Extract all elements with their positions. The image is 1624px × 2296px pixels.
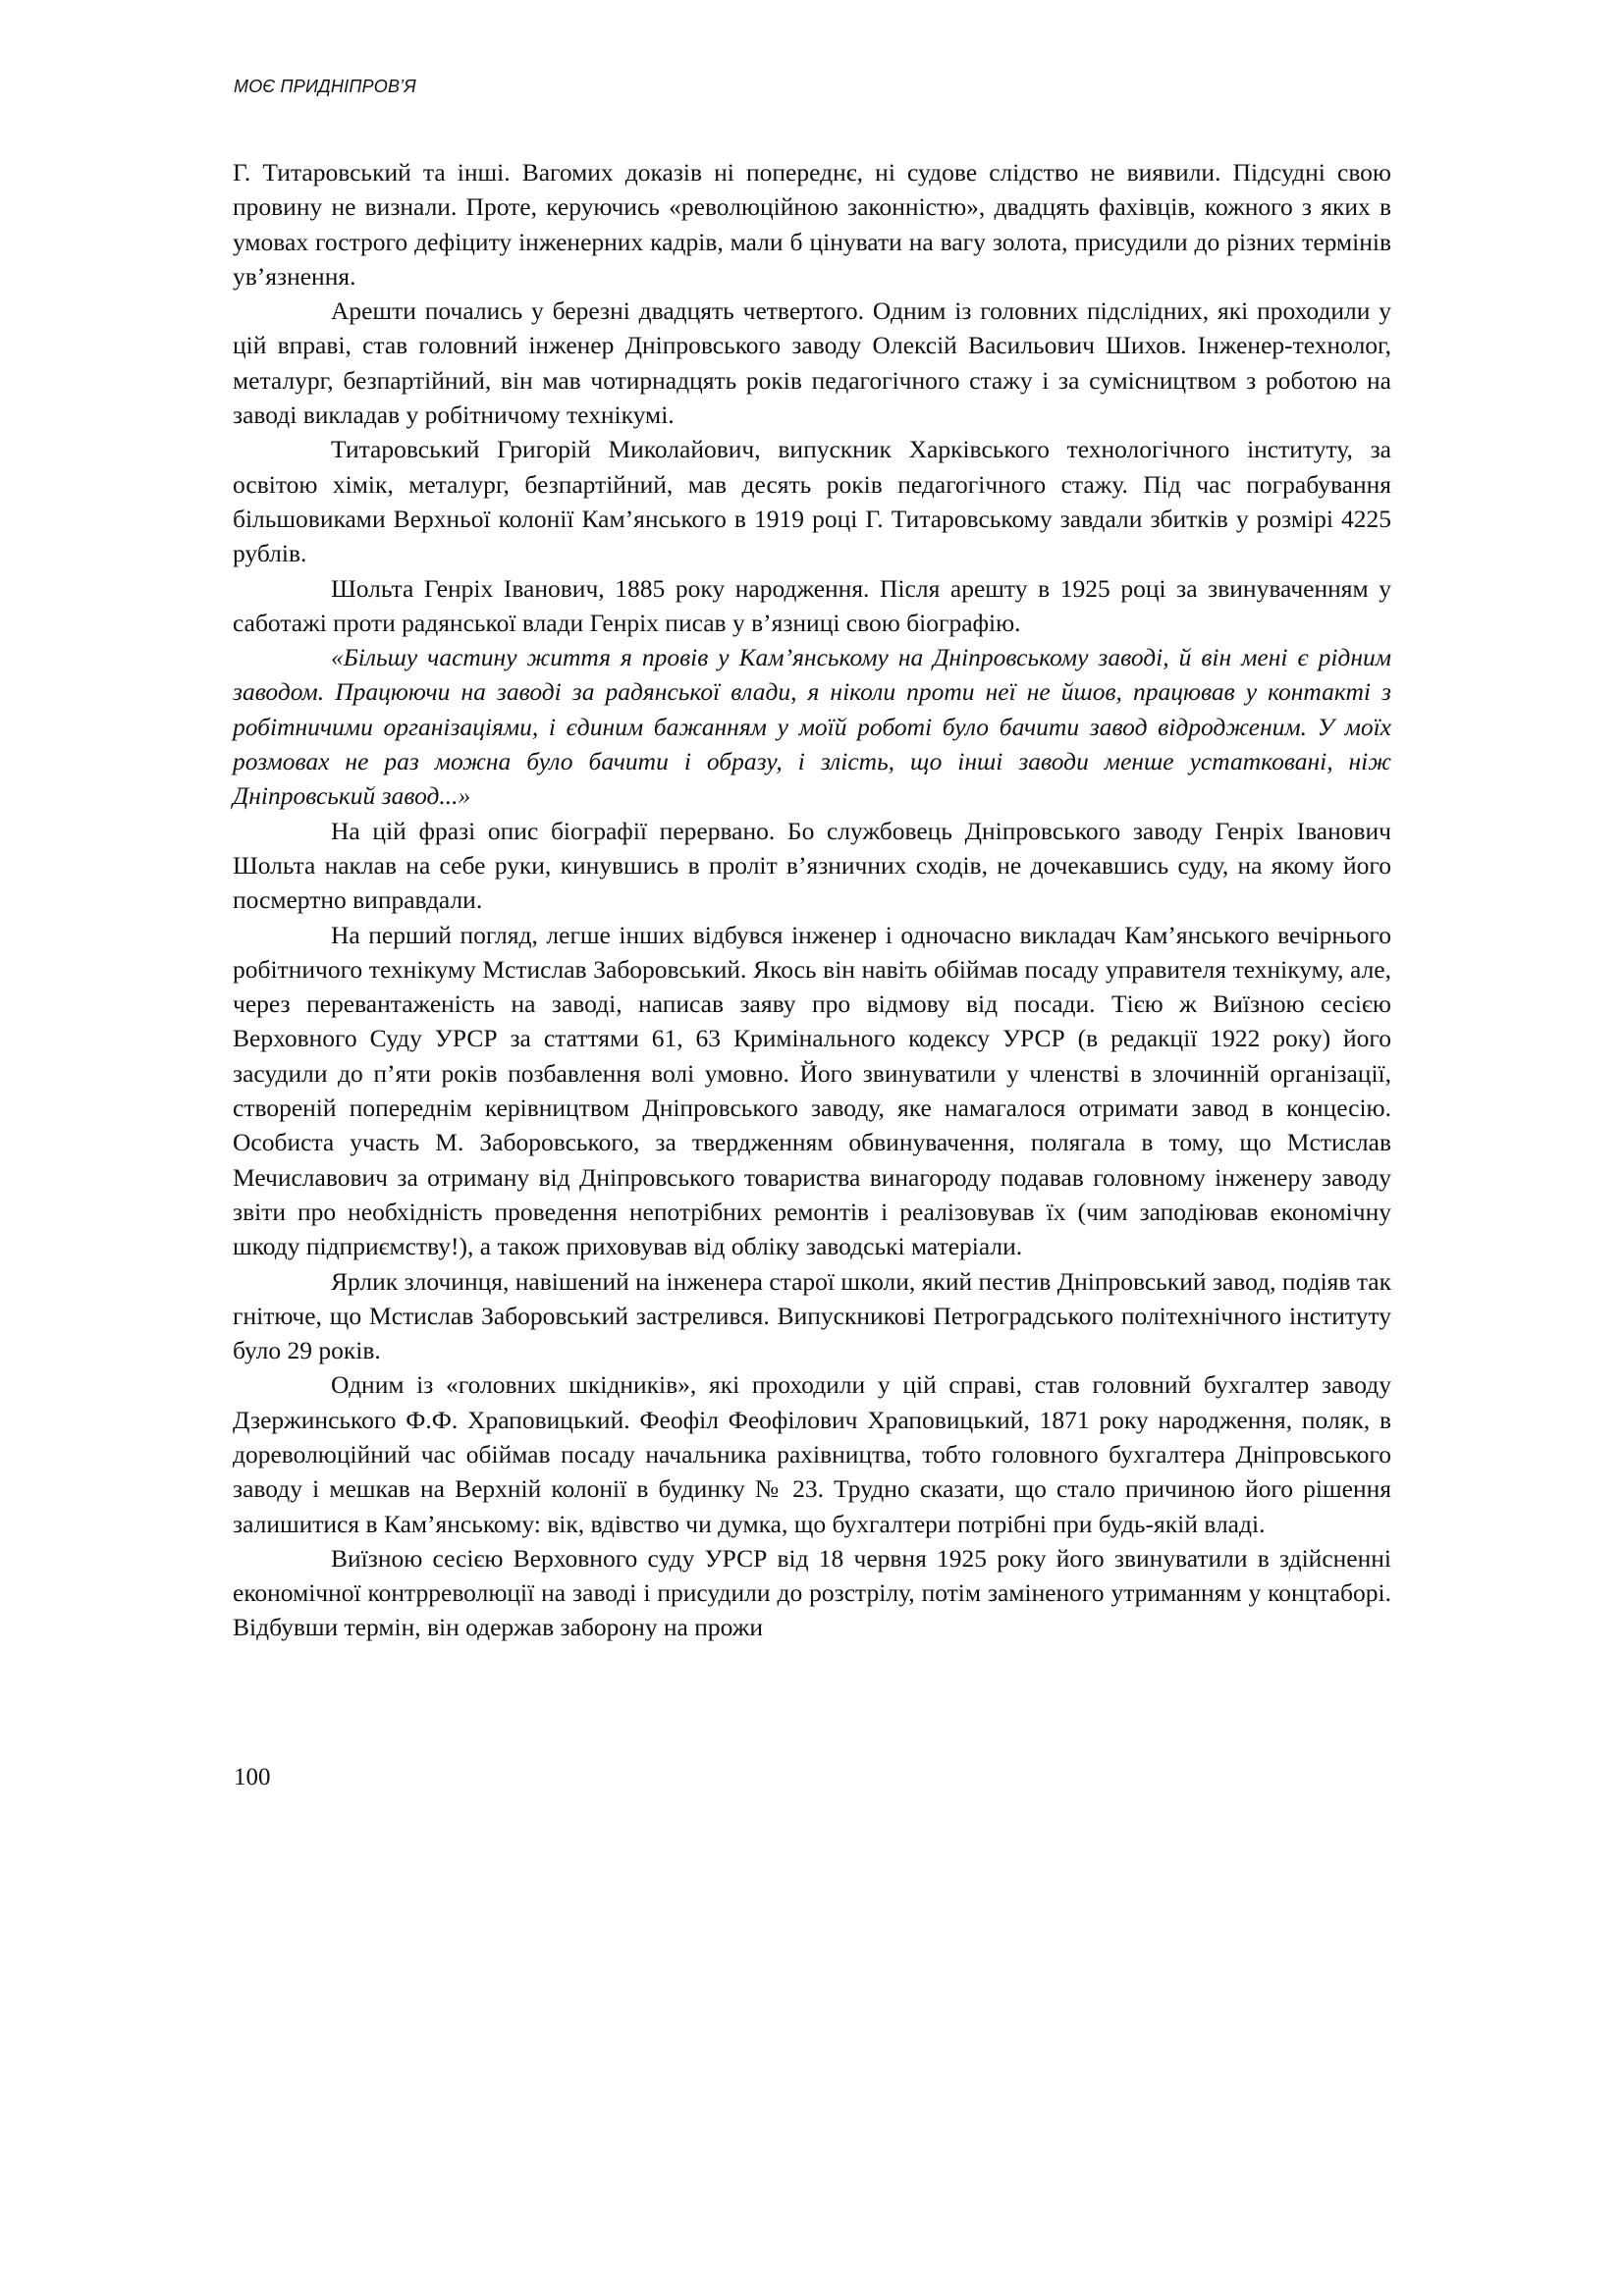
page-number: 100: [234, 1764, 271, 1790]
paragraph-zaborovsky: На перший погляд, легше інших відбувся інженер і одночасно викладач Кам’янського вечірнього робітничого технікуму Мстислав Заборовський. Якось він навіть обіймав посаду управителя технікуму, але, через перевантаженість на заводі, написав заяву про відмову від посади. Тією ж Виїзною сесією Верховного Суду УРСР за статтями 61, 63 Кримінального кодексу УРСР (в редакції 1922 року) його засудили до п’яти років позбавлення волі умовно. Його звинуватили у членстві в злочинній організації, створеній попереднім керівництвом Дніпровського заводу, яке намагалося отримати завод в концесію. Особиста участь М. Заборовського, за твердженням обвинувачення, полягала в тому, що Мстислав Мечиславович за отриману від Дніпровського товариства винагороду подавав головному інженеру заводу звіти про необхідність проведення непотрібних ремонтів і реалізовував їх (чим заподіював економічну шкоду підприємству!), а також приховував від обліку заводські матеріали.: [233, 920, 1391, 1261]
paragraph-biography-interrupted: На цій фразі опис біографії перервано. Бо службовець Дніпровського заводу Генріх Іванович Шольта наклав на себе руки, кинувшись в проліт в’язничних сходів, не дочекавшись суду, на якому його посмертно виправдали.: [233, 816, 1391, 915]
article-body: [233, 155, 1391, 1645]
paragraph-continuation: Г. Титаровський та інші. Вагомих доказів ні попереднє, ні судове слідство не виявили. Підсудні свою провину не визнали. Проте, керуючись «революційною законністю», двадцять фахівців, кожного з яких в умовах гострого дефіциту інженерних кадрів, мали б цінувати на вагу золота, присудили до різних термінів ув’язнення.: [233, 158, 1391, 291]
paragraph-arrests: Арешти почались у березні двадцять четвертого. Одним із головних підслідних, які проходили у цій вправі, став головний інженер Дніпровського заводу Олексій Васильович Шихов. Інженер-технолог, металург, безпартійний, він мав чотирнадцять років педагогічного стажу і за сумісництвом з роботою на заводі викладав у робітничому технікумі.: [233, 296, 1391, 430]
running-header: МОЄ ПРИДНІПРОВ’Я: [234, 77, 416, 96]
paragraph-label-criminal: Ярлик злочинця, навішений на інженера старої школи, який пестив Дніпровський завод, подіяв так гнітюче, що Мстислав Заборовський застрелився. Випускникові Петроградського політехнічного інституту було 29 років.: [233, 1266, 1391, 1365]
paragraph-khrapovytsky: Одним із «головних шкідників», які проходили у цій справі, став головний бухгалтер заводу Дзержинського Ф.Ф. Храповицький. Феофіл Феофілович Храповицький, 1871 року народження, поляк, в дореволюційний час обіймав посаду начальника рахівництва, тобто головного бухгалтера Дніпровського заводу і мешкав на Верхній колонії в будинку № 23. Трудно сказати, що стало причиною його рішення залишитися в Кам’янському: вік, вдівство чи думка, що бухгалтери потрібні при будь-якій владі.: [233, 1370, 1391, 1538]
paragraph-tytarovsky: Титаровський Григорій Миколайович, випускник Харківського технологічного інституту, за освітою хімік, металург, безпартійний, мав десять років педагогічного стажу. Під час пограбування більшовиками Верхньої колонії Кам’янського в 1919 році Г. Титаровському завдали збитків у розмірі 4225 рублів.: [233, 435, 1391, 568]
paragraph-verdict: Виїзною сесією Верховного суду УРСР від 18 червня 1925 року його звинуватили в здійсненні економічної контрреволюції на заводі і присудили до розстрілу, потім заміненого утриманням у концтаборі. Відбувши термін, він одержав заборону на прожи: [233, 1543, 1391, 1642]
paragraph-sholta: Шольта Генріх Іванович, 1885 року народження. Після арешту в 1925 році за звинуваченням у саботажі проти радянської влади Генріх писав у в’язниці свою біографію.: [233, 573, 1391, 637]
paragraph-quote: «Більшу частину життя я провів у Кам’янському на Дніпровському заводі, й він мені є рідним заводом. Працюючи на заводі за радянської влади, я ніколи проти неї не йшов, працював у контакті з робітничими організаціями, і єдиним бажанням у моїй роботі було бачити завод відродженим. У моїх розмовах не раз можна було бачити і образу, і злість, що інші заводи менше устатковані, ніж Дніпровський завод...»: [233, 643, 1391, 811]
